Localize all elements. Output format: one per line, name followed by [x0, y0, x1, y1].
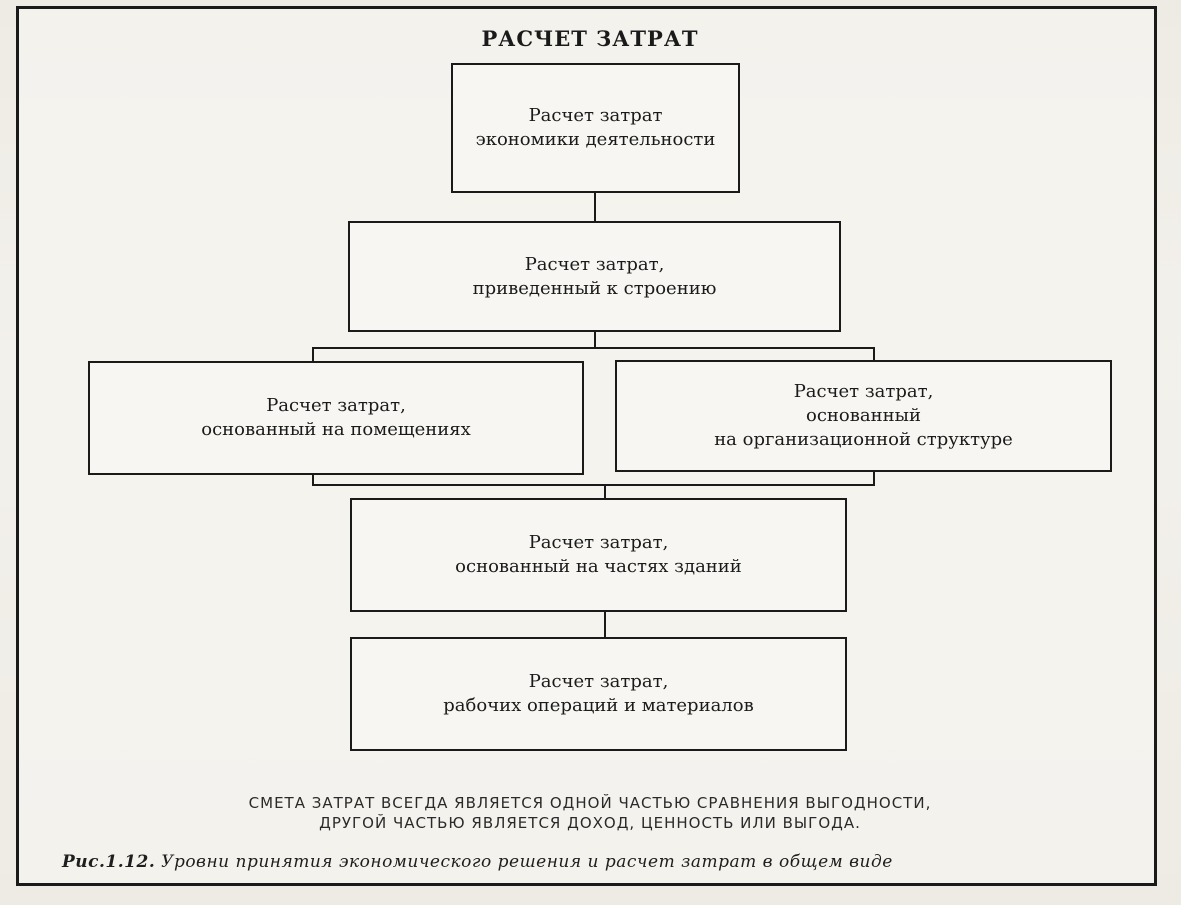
- node-text-line: на организационной структуре: [714, 429, 1013, 450]
- node-text-line: Расчет затрат,: [793, 381, 934, 402]
- connector-line: [594, 193, 596, 221]
- diagram-title: РАСЧЕТ ЗАТРАТ: [481, 26, 699, 51]
- node-text-line: рабочих операций и материалов: [443, 695, 754, 716]
- caption-line-1: СМЕТА ЗАТРАТ ВСЕГДА ЯВЛЯЕТСЯ ОДНОЙ ЧАСТЬЮ СРАВНЕНИЯ ВЫГОДНОСТИ,: [248, 794, 932, 812]
- node-text-line: Расчет затрат: [528, 105, 663, 126]
- connector-line: [312, 347, 875, 349]
- node-text-line: основанный на частях зданий: [455, 556, 742, 577]
- node-text-line: Расчет затрат,: [266, 395, 406, 416]
- node-operations-materials-cost: [350, 637, 847, 751]
- node-text-line: основанный на помещениях: [201, 419, 471, 440]
- connector-line: [604, 612, 606, 637]
- caption-line-2: ДРУГОЙ ЧАСТЬЮ ЯВЛЯЕТСЯ ДОХОД, ЦЕННОСТЬ ИЛИ ВЫГОДА.: [319, 814, 861, 832]
- node-building-cost: [348, 221, 841, 332]
- connector-line: [312, 484, 875, 486]
- connector-line: [873, 347, 875, 360]
- node-text-line: приведенный к строению: [472, 277, 717, 299]
- figure-caption: [62, 852, 893, 872]
- node-text-line: экономики деятельности: [475, 129, 716, 150]
- connector-line: [594, 332, 596, 348]
- figure-caption-text: Уровни принятия экономического решения и расчет затрат в общем виде: [161, 852, 893, 872]
- node-economy-cost: [451, 63, 740, 193]
- node-text-line: Расчет затрат,: [528, 671, 669, 692]
- node-text-line: основанный: [806, 405, 921, 426]
- figure-label: Рис.1.12.: [62, 852, 156, 872]
- node-premises-cost: [88, 361, 584, 475]
- connector-line: [604, 484, 606, 498]
- node-text-line: Расчет затрат,: [528, 532, 669, 553]
- node-text-line: Расчет затрат,: [524, 253, 665, 275]
- node-building-parts-cost: [350, 498, 847, 612]
- node-org-structure-cost: [615, 360, 1112, 472]
- connector-line: [312, 347, 314, 361]
